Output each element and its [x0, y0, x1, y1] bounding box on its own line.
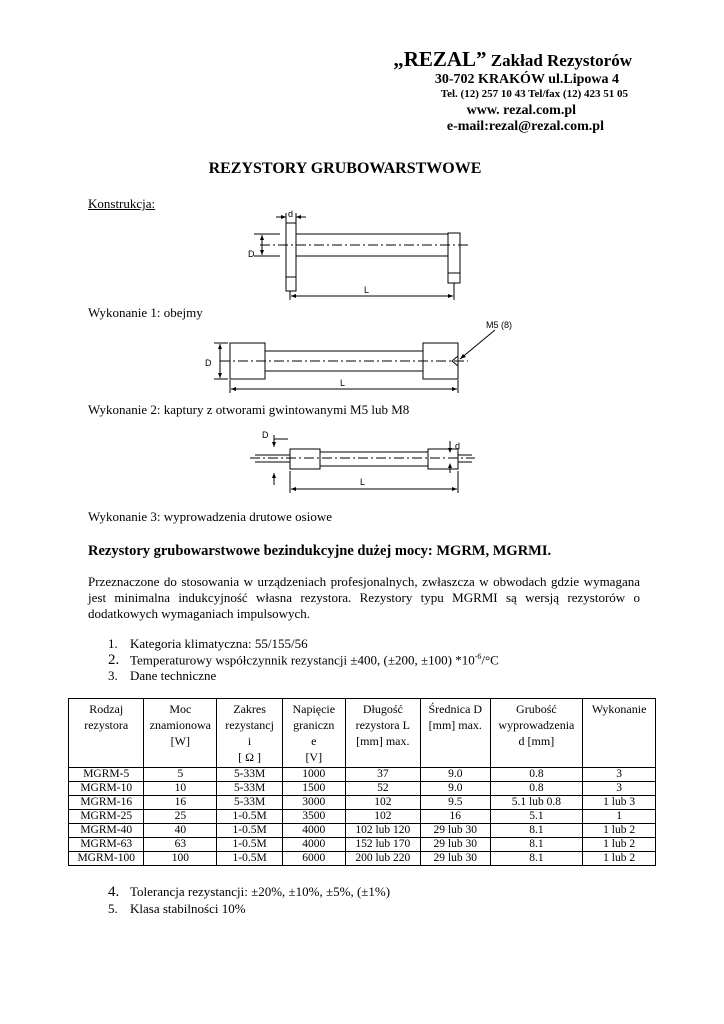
construction-label: Konstrukcja:: [88, 196, 156, 211]
section-heading: Rezystory grubowarstwowe bezindukcyjne dużej mocy: MGRM, MGRMI.: [88, 543, 552, 559]
table-cell: 5-33M: [217, 796, 283, 810]
table-cell: 8.1: [490, 852, 583, 866]
figure-threaded-caps-diagram: [200, 318, 530, 398]
table-header-row: [69, 699, 656, 768]
table-cell: 0.8: [490, 768, 583, 782]
table-cell: 200 lub 220: [345, 852, 420, 866]
table-cell: 1 lub 2: [583, 824, 656, 838]
table-cell: 4000: [282, 838, 345, 852]
label-d: d: [455, 441, 461, 451]
table-cell: MGRM-10: [69, 782, 144, 796]
company-type: Zakład Rezystorów: [486, 51, 632, 70]
column-header: Długość rezystora L [mm] max.: [345, 699, 420, 768]
caption-fig3: Wykonanie 3: wyprowadzenia drutowe osiowe: [88, 509, 332, 524]
column-header: Grubość wyprowadzenia d [mm]: [490, 699, 583, 768]
label-thread: M5 (8): [486, 320, 513, 330]
table-row: [69, 810, 656, 824]
table-cell: 37: [345, 768, 420, 782]
clamp-left: [286, 223, 296, 291]
company-email: e-mail:rezal@rezal.com.pl: [446, 119, 604, 134]
table-cell: MGRM-16: [69, 796, 144, 810]
table-cell: 29 lub 30: [421, 838, 491, 852]
table-cell: 1-0.5M: [217, 824, 283, 838]
figure-axial-leads-diagram: [250, 425, 480, 500]
table-cell: 3000: [282, 796, 345, 810]
column-header: Rodzaj rezystora: [69, 699, 144, 768]
table-cell: 1-0.5M: [217, 852, 283, 866]
cap-right: [428, 449, 458, 469]
description-paragraph: Przeznaczone do stosowania w urządzeniach profesjonalnych, zwłaszcza w obwodach gdzie wymagana jest minimalna indukcyjność własna rezystora. Rezystory typu MGRMI są wersją rezystorów o dodatkowych wymaganiach impulsowych.: [88, 574, 640, 621]
table-cell: 4000: [282, 824, 345, 838]
label-D: D: [262, 430, 269, 440]
column-header: Napięcie graniczn e [V]: [282, 699, 345, 768]
table-cell: 1 lub 2: [583, 852, 656, 866]
table-row: [69, 782, 656, 796]
table-cell: MGRM-63: [69, 838, 144, 852]
table-cell: 1500: [282, 782, 345, 796]
table-cell: 40: [144, 824, 217, 838]
table-cell: 1: [583, 810, 656, 824]
technical-data-table: [68, 698, 656, 866]
company-name: [393, 47, 632, 72]
table-cell: 9.0: [421, 782, 491, 796]
table-cell: 1 lub 2: [583, 838, 656, 852]
label-L: L: [340, 378, 346, 388]
column-header: Zakres rezystancj i [ Ω ]: [217, 699, 283, 768]
column-header: Wykonanie: [583, 699, 656, 768]
table-cell: 1-0.5M: [217, 810, 283, 824]
table-cell: 16: [144, 796, 217, 810]
table-row: [69, 796, 656, 810]
company-address: 30-702 KRAKÓW ul.Lipowa 4: [434, 72, 619, 87]
table-cell: MGRM-5: [69, 768, 144, 782]
label-L: L: [364, 285, 370, 295]
table-cell: 29 lub 30: [421, 852, 491, 866]
table-cell: 8.1: [490, 838, 583, 852]
caption-fig2: Wykonanie 2: kaptury z otworami gwintowanymi M5 lub M8: [88, 402, 410, 417]
table-cell: 3: [583, 768, 656, 782]
table-cell: 10: [144, 782, 217, 796]
table-cell: 63: [144, 838, 217, 852]
table-cell: 29 lub 30: [421, 824, 491, 838]
table-body: [69, 768, 656, 866]
table-cell: MGRM-100: [69, 852, 144, 866]
table-cell: 102: [345, 796, 420, 810]
column-header: Średnica D [mm] max.: [421, 699, 491, 768]
list-item: 5. Klasa stabilności 10%: [108, 901, 246, 916]
table-cell: MGRM-25: [69, 810, 144, 824]
label-D: D: [205, 358, 212, 368]
table-row: [69, 824, 656, 838]
clamp-right: [448, 233, 460, 283]
table-cell: 152 lub 170: [345, 838, 420, 852]
table-cell: 3: [583, 782, 656, 796]
column-header: Moc znamionowa [W]: [144, 699, 217, 768]
table-cell: 9.5: [421, 796, 491, 810]
list-item: 2. Temperaturowy współczynnik rezystancji ±400, (±200, ±100) $*10^{-6}/^\circ C$: [108, 652, 499, 669]
table-row: [69, 838, 656, 852]
table-cell: 1 lub 3: [583, 796, 656, 810]
table-cell: 102: [345, 810, 420, 824]
table-cell: 5-33M: [217, 782, 283, 796]
table-cell: 25: [144, 810, 217, 824]
list-item: 1. Kategoria klimatyczna: 55/155/56: [108, 636, 308, 651]
cap-left: [290, 449, 320, 469]
table-cell: 5: [144, 768, 217, 782]
figure-clamps-diagram: [240, 205, 480, 305]
company-website: www. rezal.com.pl: [466, 103, 576, 118]
table-cell: MGRM-40: [69, 824, 144, 838]
table-cell: 9.0: [421, 768, 491, 782]
table-cell: 102 lub 120: [345, 824, 420, 838]
list-item: 4. Tolerancja rezystancji: ±20%, ±10%, ±5%, (±1%): [108, 884, 391, 900]
label-L: L: [360, 477, 366, 487]
table-cell: 0.8: [490, 782, 583, 796]
list-item: 3. Dane techniczne: [108, 668, 217, 683]
table-cell: 1-0.5M: [217, 838, 283, 852]
table-cell: 5-33M: [217, 768, 283, 782]
caption-fig1: Wykonanie 1: obejmy: [88, 305, 203, 320]
company-brand: „REZAL”: [393, 47, 487, 71]
company-phone: Tel. (12) 257 10 43 Tel/fax (12) 423 51 05: [440, 88, 628, 100]
table-cell: 3500: [282, 810, 345, 824]
table-cell: 52: [345, 782, 420, 796]
table-cell: 5.1 lub 0.8: [490, 796, 583, 810]
table-cell: 5.1: [490, 810, 583, 824]
label-D: D: [248, 249, 255, 259]
table-cell: 1000: [282, 768, 345, 782]
table-cell: 16: [421, 810, 491, 824]
document-title: REZYSTORY GRUBOWARSTWOWE: [208, 160, 482, 177]
table-cell: 100: [144, 852, 217, 866]
table-row: [69, 768, 656, 782]
resistor-body: [320, 452, 428, 466]
table-cell: 8.1: [490, 824, 583, 838]
table-row: [69, 852, 656, 866]
label-d: d: [288, 209, 294, 219]
table-cell: 6000: [282, 852, 345, 866]
